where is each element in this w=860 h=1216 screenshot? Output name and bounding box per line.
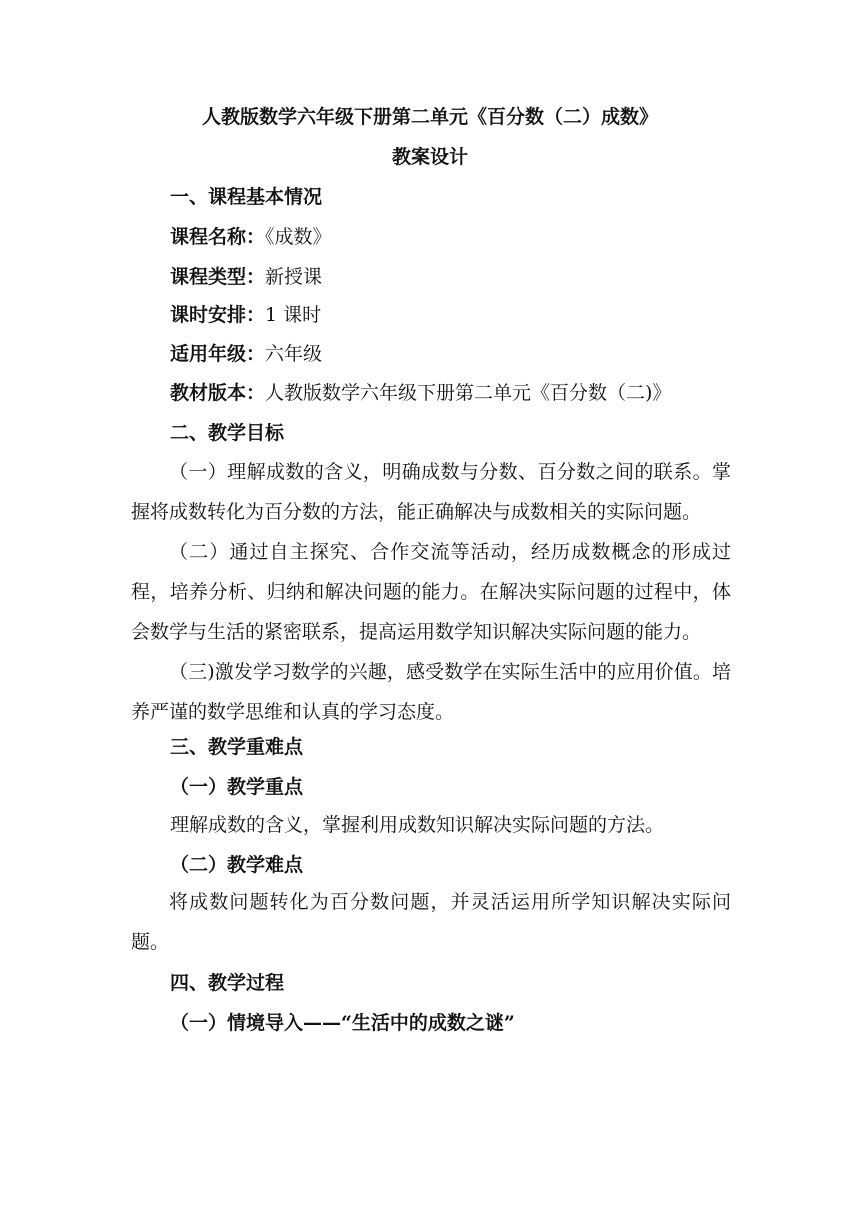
field-grade — [170, 343, 322, 365]
doc-title: 人教版数学六年级下册第二单元《百分数（二）成数》 — [201, 106, 658, 128]
field-value: 《成数》 — [265, 226, 332, 248]
field-value: 人教版数学六年级下册第二单元《百分数（二)》 — [265, 382, 672, 404]
key-points-text: 理解成数的含义，掌握利用成数知识解决实际问题的方法。 — [170, 814, 665, 836]
field-value: 六年级 — [265, 343, 323, 365]
difficulties-text: 将成数问题转化为百分数问题，并灵活运用所学知识解决实际问题。 — [131, 891, 731, 953]
field-label: 课程名称： — [170, 226, 266, 248]
field-label: 课程类型： — [170, 266, 266, 288]
field-label: 适用年级： — [170, 343, 266, 365]
situation-intro-heading: （一）情境导入——“生活中的成数之谜” — [170, 1012, 515, 1034]
key-points-heading: （一）教学重点 — [170, 776, 304, 798]
objective-paragraph-2: （二）通过自主探究、合作交流等活动，经历成数概念的形成过程，培养分析、归纳和解决问题的能力。在解决实际问题的过程中，体会数学与生活的紧密联系，提高运用数学知识解决实际问题的能力。 — [131, 541, 731, 643]
doc-subtitle: 教案设计 — [391, 146, 468, 168]
section3-heading: 三、教学重难点 — [170, 736, 304, 758]
field-value: 新授课 — [265, 266, 323, 288]
field-course-name — [170, 226, 332, 248]
section4-heading: 四、教学过程 — [170, 972, 285, 994]
section1-heading: 一、课程基本情况 — [170, 186, 323, 208]
difficulties-heading: （二）教学难点 — [170, 854, 304, 876]
objective-paragraph-1: （一）理解成数的含义，明确成数与分数、百分数之间的联系。掌握将成数转化为百分数的方法，能正确解决与成数相关的实际问题。 — [131, 461, 731, 523]
objective-paragraph-3: （三)激发学习数学的兴趣，感受数学在实际生活中的应用价值。培养严谨的数学思维和认真的学习态度。 — [131, 661, 731, 723]
field-label: 教材版本： — [170, 382, 266, 404]
field-label: 课时安排： — [170, 304, 266, 326]
field-value: 1 课时 — [265, 304, 322, 326]
field-schedule — [170, 304, 321, 326]
field-course-type — [170, 266, 322, 288]
field-textbook — [170, 382, 671, 404]
section2-heading: 二、教学目标 — [170, 422, 285, 444]
